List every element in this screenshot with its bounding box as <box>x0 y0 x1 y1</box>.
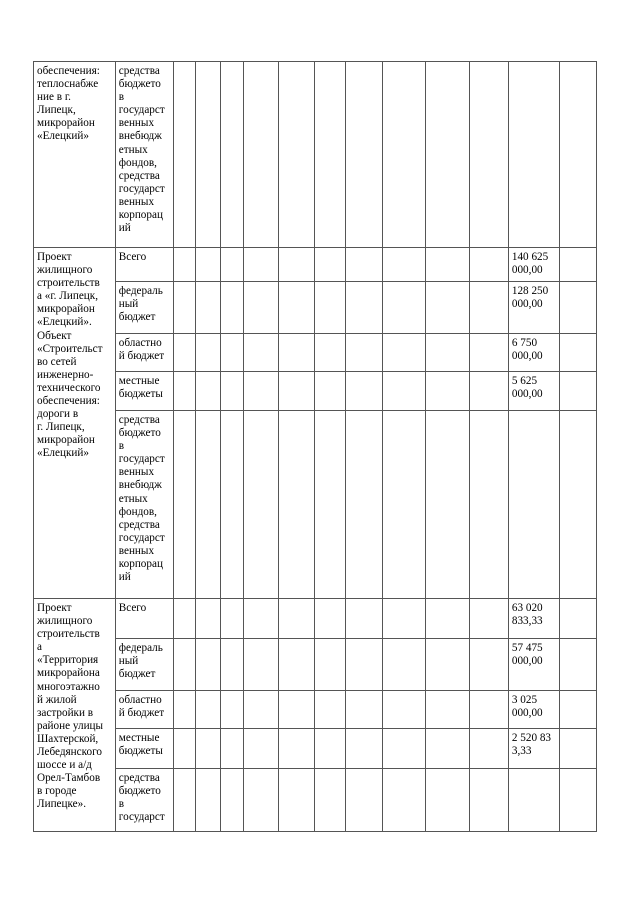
empty-cell <box>196 62 220 248</box>
empty-cell <box>314 729 345 769</box>
funding-source-cell: федераль ный бюджет <box>115 639 174 691</box>
empty-cell <box>346 282 383 334</box>
empty-cell <box>560 372 597 411</box>
empty-cell <box>346 372 383 411</box>
empty-cell <box>560 769 597 832</box>
amount-cell <box>508 411 559 599</box>
amount-cell: 6 750 000,00 <box>508 334 559 372</box>
empty-cell <box>383 639 426 691</box>
empty-cell <box>314 769 345 832</box>
empty-cell <box>314 372 345 411</box>
empty-cell <box>383 729 426 769</box>
table-row <box>34 282 597 334</box>
empty-cell <box>220 599 243 639</box>
empty-cell <box>426 62 470 248</box>
table-row <box>34 372 597 411</box>
amount-cell <box>508 62 559 248</box>
empty-cell <box>243 372 279 411</box>
empty-cell <box>426 411 470 599</box>
empty-cell <box>560 334 597 372</box>
empty-cell <box>560 691 597 729</box>
project-name-cell: обеспечения: теплоснабже ние в г. Липецк, микрорайон «Елецкий» <box>34 62 116 248</box>
funding-source-cell: областно й бюджет <box>115 691 174 729</box>
empty-cell <box>560 599 597 639</box>
empty-cell <box>560 62 597 248</box>
empty-cell <box>470 769 509 832</box>
empty-cell <box>470 729 509 769</box>
empty-cell <box>220 62 243 248</box>
empty-cell <box>426 282 470 334</box>
table-row <box>34 599 597 639</box>
empty-cell <box>174 62 196 248</box>
empty-cell <box>470 411 509 599</box>
budget-table <box>33 61 597 832</box>
empty-cell <box>174 248 196 282</box>
empty-cell <box>470 334 509 372</box>
amount-cell: 57 475 000,00 <box>508 639 559 691</box>
empty-cell <box>346 729 383 769</box>
empty-cell <box>243 599 279 639</box>
empty-cell <box>383 372 426 411</box>
amount-cell: 3 025 000,00 <box>508 691 559 729</box>
empty-cell <box>560 282 597 334</box>
table-row <box>34 729 597 769</box>
empty-cell <box>383 599 426 639</box>
empty-cell <box>314 639 345 691</box>
empty-cell <box>243 282 279 334</box>
empty-cell <box>174 282 196 334</box>
empty-cell <box>346 62 383 248</box>
funding-source-cell: местные бюджеты <box>115 729 174 769</box>
empty-cell <box>220 411 243 599</box>
empty-cell <box>383 411 426 599</box>
empty-cell <box>470 691 509 729</box>
empty-cell <box>383 691 426 729</box>
empty-cell <box>314 248 345 282</box>
funding-source-cell: Всего <box>115 248 174 282</box>
empty-cell <box>196 282 220 334</box>
empty-cell <box>383 62 426 248</box>
empty-cell <box>426 372 470 411</box>
empty-cell <box>346 599 383 639</box>
empty-cell <box>196 599 220 639</box>
empty-cell <box>346 769 383 832</box>
empty-cell <box>196 411 220 599</box>
empty-cell <box>196 372 220 411</box>
empty-cell <box>426 769 470 832</box>
funding-source-cell: средства бюджето в государст венных внебюдж етных фондов, средства государст венных корпорац ий <box>115 411 174 599</box>
amount-cell <box>508 769 559 832</box>
empty-cell <box>279 639 315 691</box>
empty-cell <box>470 62 509 248</box>
funding-source-cell: средства бюджето в государст венных внебюдж етных фондов, средства государст венных корпорац ий <box>115 62 174 248</box>
empty-cell <box>196 639 220 691</box>
empty-cell <box>560 639 597 691</box>
empty-cell <box>279 411 315 599</box>
empty-cell <box>470 372 509 411</box>
empty-cell <box>314 62 345 248</box>
empty-cell <box>314 282 345 334</box>
empty-cell <box>196 691 220 729</box>
empty-cell <box>560 248 597 282</box>
table-row <box>34 691 597 729</box>
empty-cell <box>220 769 243 832</box>
empty-cell <box>174 769 196 832</box>
amount-cell: 2 520 83 3,33 <box>508 729 559 769</box>
empty-cell <box>243 334 279 372</box>
table-row <box>34 411 597 599</box>
funding-source-cell: средства бюджето в государст <box>115 769 174 832</box>
empty-cell <box>470 599 509 639</box>
project-name-cell: Проект жилищного строительств а «Территория микрорайона многоэтажно й жилой застройки в районе улицы Шахтерской, Лебедянского шоссе и а/д Орел-Тамбов в городе Липецке». <box>34 599 116 832</box>
empty-cell <box>279 769 315 832</box>
table-row <box>34 769 597 832</box>
amount-cell: 5 625 000,00 <box>508 372 559 411</box>
empty-cell <box>243 639 279 691</box>
empty-cell <box>174 691 196 729</box>
empty-cell <box>383 769 426 832</box>
amount-cell: 63 020 833,33 <box>508 599 559 639</box>
empty-cell <box>196 248 220 282</box>
empty-cell <box>279 248 315 282</box>
empty-cell <box>346 248 383 282</box>
empty-cell <box>196 729 220 769</box>
empty-cell <box>383 334 426 372</box>
empty-cell <box>383 248 426 282</box>
empty-cell <box>470 248 509 282</box>
empty-cell <box>279 599 315 639</box>
funding-source-cell: областно й бюджет <box>115 334 174 372</box>
empty-cell <box>426 729 470 769</box>
empty-cell <box>174 639 196 691</box>
empty-cell <box>243 62 279 248</box>
empty-cell <box>174 372 196 411</box>
empty-cell <box>346 334 383 372</box>
table-row <box>34 639 597 691</box>
empty-cell <box>470 639 509 691</box>
empty-cell <box>470 282 509 334</box>
empty-cell <box>220 729 243 769</box>
empty-cell <box>220 372 243 411</box>
empty-cell <box>220 691 243 729</box>
empty-cell <box>279 62 315 248</box>
empty-cell <box>426 639 470 691</box>
table-row <box>34 334 597 372</box>
empty-cell <box>174 599 196 639</box>
empty-cell <box>426 599 470 639</box>
empty-cell <box>220 334 243 372</box>
empty-cell <box>426 691 470 729</box>
empty-cell <box>314 411 345 599</box>
empty-cell <box>243 691 279 729</box>
empty-cell <box>279 372 315 411</box>
empty-cell <box>243 729 279 769</box>
empty-cell <box>426 248 470 282</box>
table-row <box>34 62 597 248</box>
empty-cell <box>383 282 426 334</box>
amount-cell: 128 250 000,00 <box>508 282 559 334</box>
empty-cell <box>174 729 196 769</box>
empty-cell <box>314 599 345 639</box>
funding-source-cell: местные бюджеты <box>115 372 174 411</box>
empty-cell <box>346 639 383 691</box>
empty-cell <box>346 691 383 729</box>
amount-cell: 140 625 000,00 <box>508 248 559 282</box>
empty-cell <box>346 411 383 599</box>
funding-source-cell: федераль ный бюджет <box>115 282 174 334</box>
empty-cell <box>426 334 470 372</box>
empty-cell <box>196 334 220 372</box>
empty-cell <box>279 282 315 334</box>
empty-cell <box>196 769 220 832</box>
empty-cell <box>243 411 279 599</box>
empty-cell <box>279 729 315 769</box>
empty-cell <box>279 334 315 372</box>
empty-cell <box>314 334 345 372</box>
empty-cell <box>243 248 279 282</box>
empty-cell <box>314 691 345 729</box>
empty-cell <box>174 334 196 372</box>
empty-cell <box>279 691 315 729</box>
empty-cell <box>243 769 279 832</box>
project-name-cell: Проект жилищного строительств а «г. Липецк, микрорайон «Елецкий». Объект «Строительст во сетей инженерно- технического обеспечения: дороги в г. Липецк, микрорайон «Елецкий» <box>34 248 116 599</box>
table-row <box>34 248 597 282</box>
empty-cell <box>560 729 597 769</box>
empty-cell <box>220 639 243 691</box>
empty-cell <box>174 411 196 599</box>
empty-cell <box>220 248 243 282</box>
empty-cell <box>220 282 243 334</box>
funding-source-cell: Всего <box>115 599 174 639</box>
empty-cell <box>560 411 597 599</box>
